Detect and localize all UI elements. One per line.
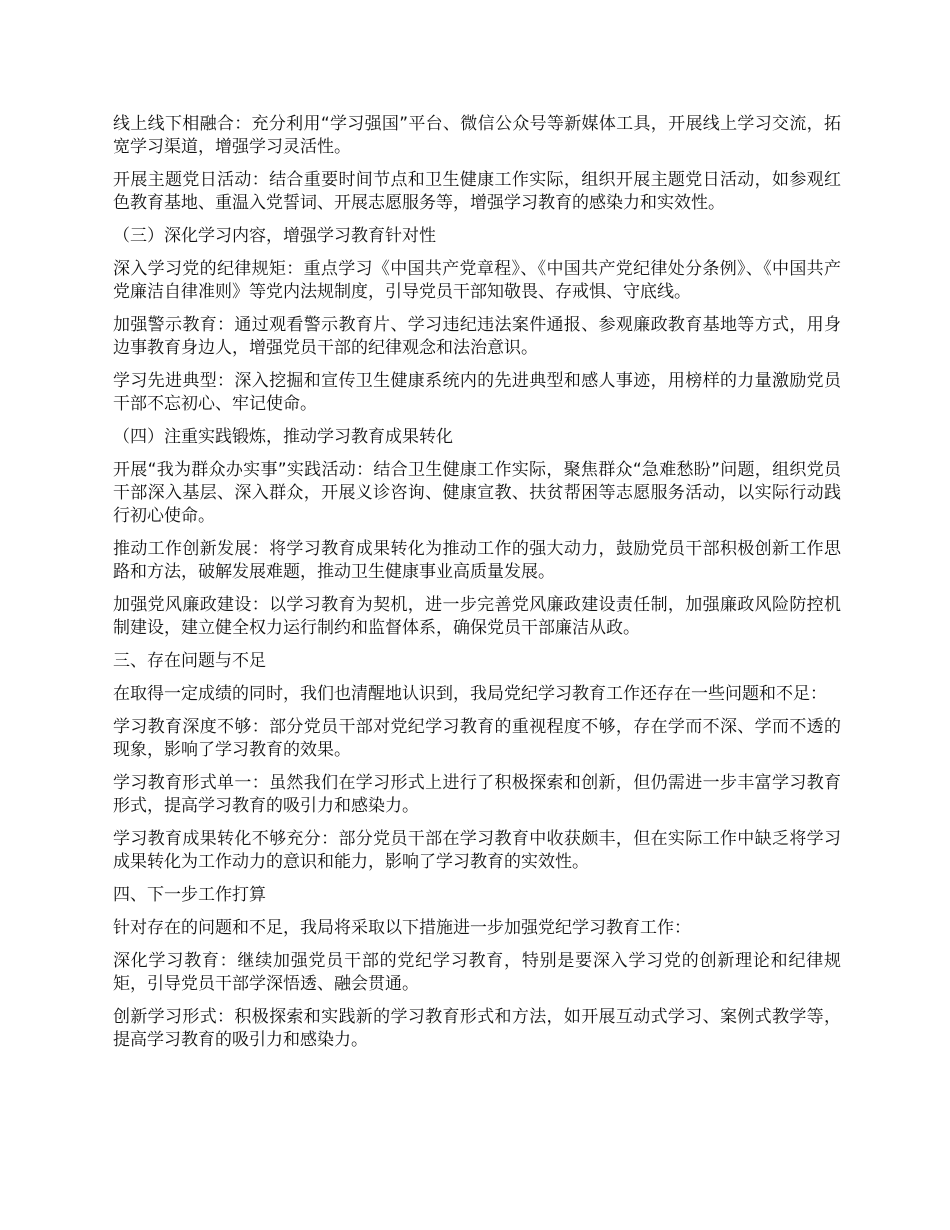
paragraph-clean-governance: 加强党风廉政建设：以学习教育为契机，进一步完善党风廉政建设责任制，加强廉政风险防控机制建设，建立健全权力运行制约和监督体系，确保党员干部廉洁从政。 [113,595,841,638]
paragraph-warning-education: 加强警示教育：通过观看警示教育片、学习违纪违法案件通报、参观廉政教育基地等方式，用身边事教育身边人，增强党员干部的纪律观念和法治意识。 [113,315,841,358]
paragraph-depth-issue: 学习教育深度不够：部分党员干部对党纪学习教育的重视程度不够，存在学而不深、学而不透的现象，影响了学习教育的效果。 [113,717,841,760]
paragraph-practical-activities: 开展“我为群众办实事”实践活动：结合卫生健康工作实际，聚焦群众“急难愁盼”问题，组织党员干部深入基层、深入群众，开展义诊咨询、健康宣教、扶贫帮困等志愿服务活动，以实际行动践行初心使命。 [113,460,841,526]
paragraph-theme-party-day: 开展主题党日活动：结合重要时间节点和卫生健康工作实际，组织开展主题党日活动，如参观红色教育基地、重温入党誓词、开展志愿服务等，增强学习教育的感染力和实效性。 [113,170,841,213]
paragraph-problems-intro: 在取得一定成绩的同时，我们也清醒地认识到，我局党纪学习教育工作还存在一些问题和不足： [113,684,827,704]
document-page [113,113,841,1062]
paragraph-deepen-education: 深化学习教育：继续加强党员干部的党纪学习教育，特别是要深入学习党的创新理论和纪律规矩，引导党员干部学深悟透、融会贯通。 [113,951,841,994]
section-heading-problems: 三、存在问题与不足 [113,651,266,671]
section-heading-next-steps: 四、下一步工作打算 [113,885,266,905]
paragraph-innovation: 推动工作创新发展：将学习教育成果转化为推动工作的强大动力，鼓励党员干部积极创新工作思路和方法，破解发展难题，推动卫生健康事业高质量发展。 [113,539,841,582]
paragraph-innovate-forms: 创新学习形式：积极探索和实践新的学习教育形式和方法，如开展互动式学习、案例式教学等，提高学习教育的吸引力和感染力。 [113,1007,841,1050]
paragraph-online-offline: 线上线下相融合：充分利用“学习强国”平台、微信公众号等新媒体工具，开展线上学习交流，拓宽学习渠道，增强学习灵活性。 [113,114,841,157]
paragraph-conversion-issue: 学习教育成果转化不够充分：部分党员干部在学习教育中收获颇丰，但在实际工作中缺乏将学习成果转化为工作动力的意识和能力，影响了学习教育的实效性。 [113,829,841,872]
paragraph-advanced-models: 学习先进典型：深入挖掘和宣传卫生健康系统内的先进典型和感人事迹，用榜样的力量激励党员干部不忘初心、牢记使命。 [113,371,841,414]
section-heading-4: （四）注重实践锻炼，推动学习教育成果转化 [113,427,453,447]
paragraph-measures-intro: 针对存在的问题和不足，我局将采取以下措施进一步加强党纪学习教育工作： [113,918,691,938]
paragraph-discipline-rules: 深入学习党的纪律规矩：重点学习《中国共产党章程》、《中国共产党纪律处分条例》、《中国共产党廉洁自律准则》等党内法规制度，引导党员干部知敬畏、存戒惧、守底线。 [113,259,841,302]
section-heading-3: （三）深化学习内容，增强学习教育针对性 [113,226,436,246]
paragraph-form-issue: 学习教育形式单一：虽然我们在学习形式上进行了积极探索和创新，但仍需进一步丰富学习教育形式，提高学习教育的吸引力和感染力。 [113,773,841,816]
